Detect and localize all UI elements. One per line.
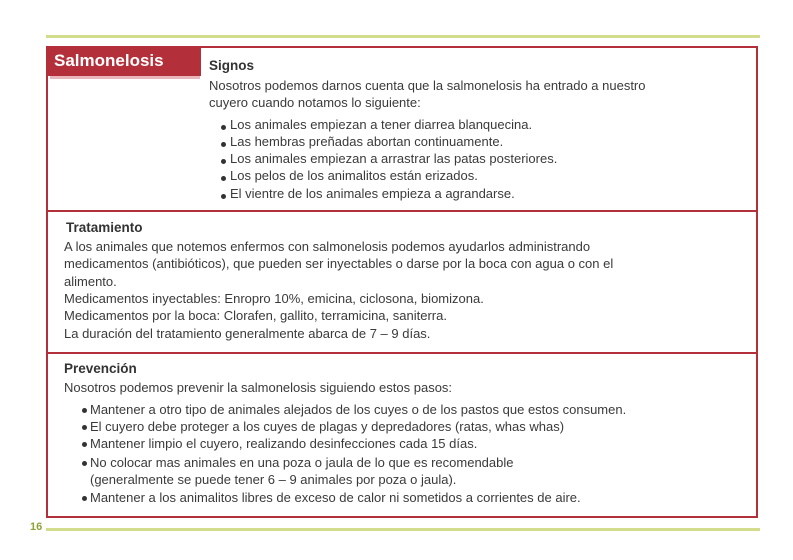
page-number: 16 bbox=[30, 521, 43, 533]
prevencion-item: Mantener a otro tipo de animales alejados de los cuyes o de los pastos que estos consumen. bbox=[90, 402, 627, 417]
bottom-rule bbox=[46, 528, 760, 531]
bullet-icon bbox=[82, 496, 87, 501]
tratamiento-line: alimento. bbox=[64, 274, 117, 289]
bullet-icon bbox=[221, 125, 226, 130]
top-rule bbox=[46, 35, 760, 38]
signos-item: Los pelos de los animalitos están erizados. bbox=[230, 168, 478, 183]
signos-intro-line-2: cuyero cuando notamos lo siguiente: bbox=[209, 95, 421, 110]
title-tab bbox=[46, 46, 201, 76]
signos-item: Las hembras preñadas abortan continuamente. bbox=[230, 134, 504, 149]
prevencion-intro: Nosotros podemos prevenir la salmonelosis siguiendo estos pasos: bbox=[64, 380, 453, 395]
prevencion-item: El cuyero debe proteger a los cuyes de plagas y depredadores (ratas, whas whas) bbox=[90, 419, 565, 434]
prevencion-item-continuation: (generalmente se puede tener 6 – 9 animales por poza o jaula). bbox=[90, 472, 457, 487]
tratamiento-heading: Tratamiento bbox=[66, 220, 143, 235]
bullet-icon bbox=[82, 461, 87, 466]
tratamiento-line: La duración del tratamiento generalmente abarca de 7 – 9 días. bbox=[64, 326, 431, 341]
signos-intro-line-1: Nosotros podemos darnos cuenta que la salmonelosis ha entrado a nuestro bbox=[209, 78, 646, 93]
tratamiento-line: A los animales que notemos enfermos con salmonelosis podemos ayudarlos administrando bbox=[64, 239, 591, 254]
prevencion-item: Mantener a los animalitos libres de exceso de calor ni sometidos a corrientes de aire. bbox=[90, 490, 581, 505]
prevencion-item: Mantener limpio el cuyero, realizando desinfecciones cada 15 días. bbox=[90, 436, 478, 451]
bullet-icon bbox=[82, 442, 87, 447]
bullet-icon bbox=[221, 194, 226, 199]
bullet-icon bbox=[221, 176, 226, 181]
bullet-icon bbox=[221, 142, 226, 147]
signos-item: Los animales empiezan a arrastrar las patas posteriores. bbox=[230, 151, 558, 166]
tratamiento-line: Medicamentos por la boca: Clorafen, gallito, terramicina, saniterra. bbox=[64, 308, 447, 323]
title-tab-underline bbox=[50, 76, 200, 79]
tratamiento-line: Medicamentos inyectables: Enropro 10%, emicina, ciclosona, biomizona. bbox=[64, 291, 484, 306]
signos-item: Los animales empiezan a tener diarrea blanquecina. bbox=[230, 117, 533, 132]
page-title: Salmonelosis bbox=[54, 51, 164, 70]
prevencion-item: No colocar mas animales en una poza o jaula de lo que es recomendable bbox=[90, 455, 514, 470]
bullet-icon bbox=[82, 408, 87, 413]
tratamiento-line: medicamentos (antibióticos), que pueden ser inyectables o darse por la boca con agua o con el bbox=[64, 256, 614, 271]
bullet-icon bbox=[221, 159, 226, 164]
signos-heading: Signos bbox=[209, 58, 255, 73]
signos-item: El vientre de los animales empieza a agrandarse. bbox=[230, 186, 515, 201]
bullet-icon bbox=[82, 425, 87, 430]
prevencion-heading: Prevención bbox=[64, 361, 137, 376]
